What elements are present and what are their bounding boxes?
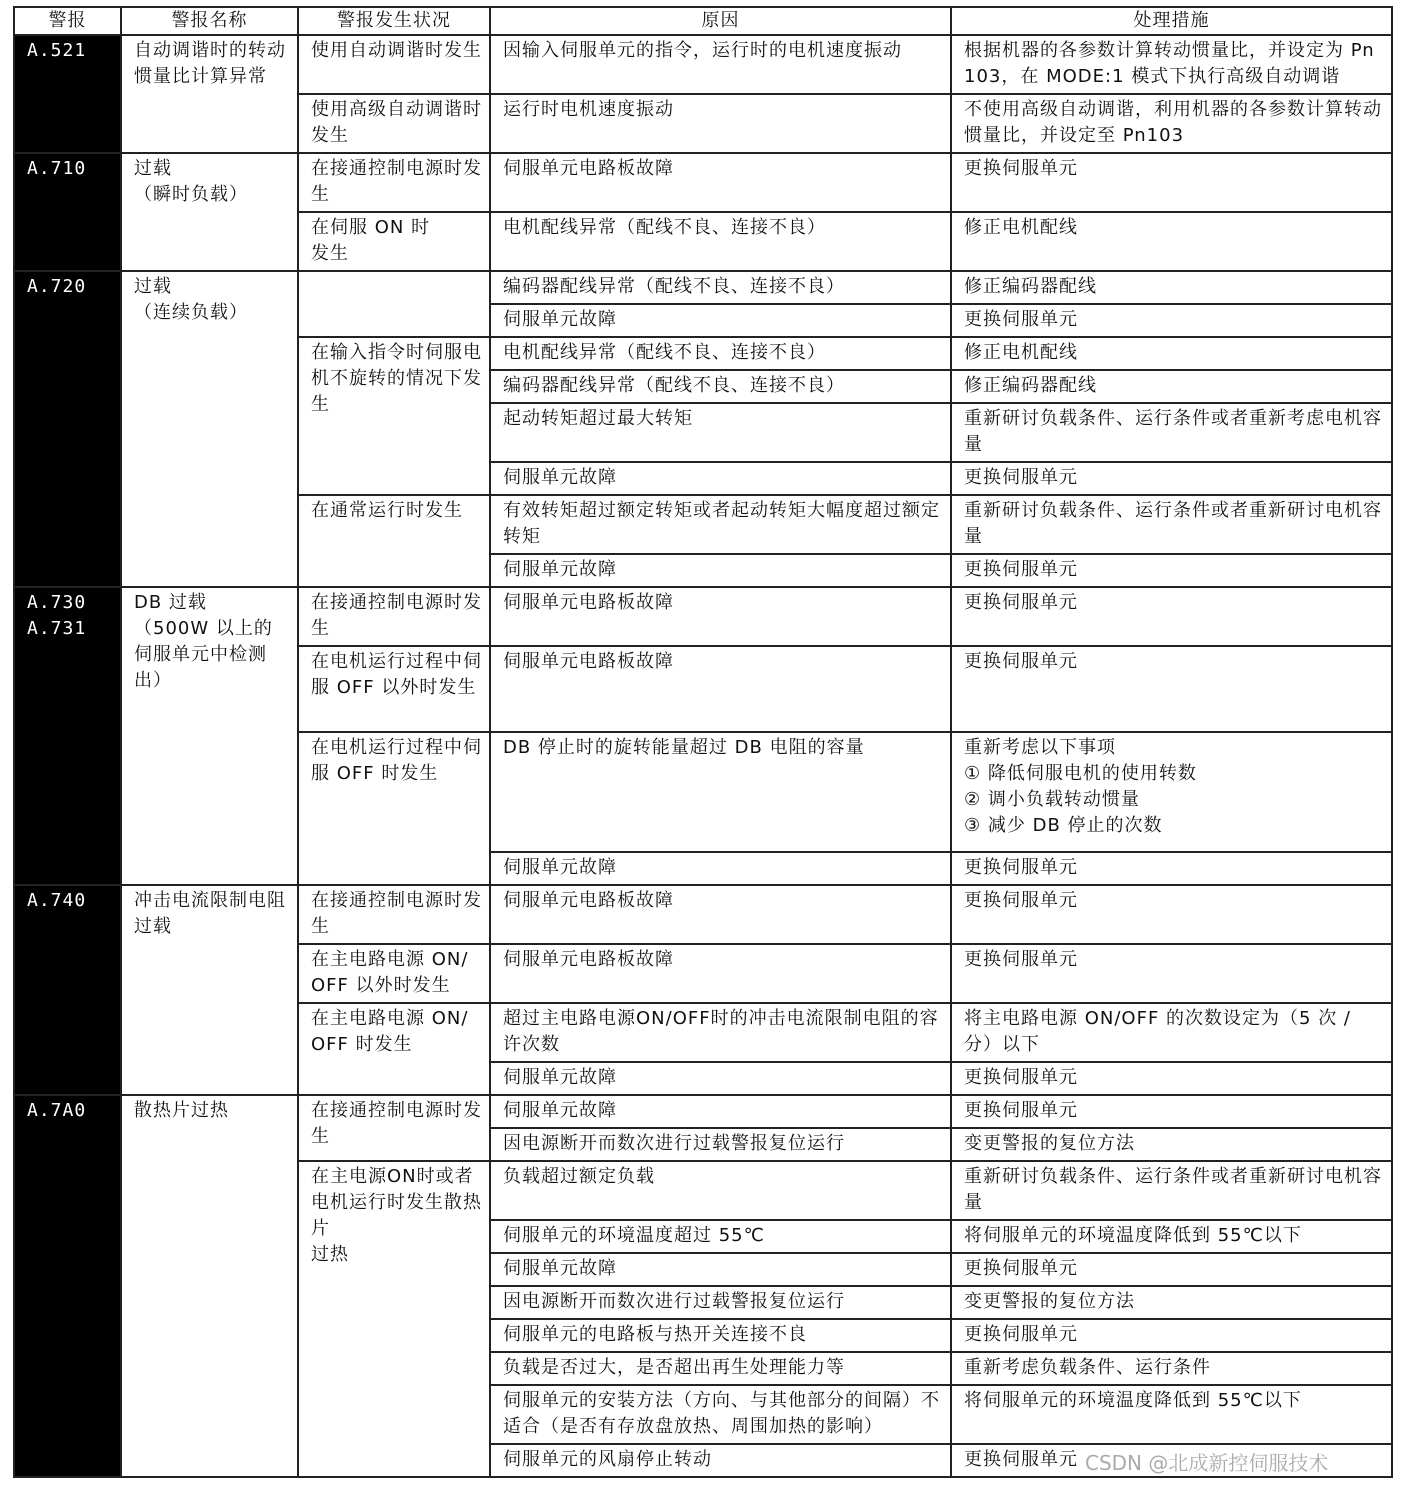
alarm-cause: DB 停止时的旋转能量超过 DB 电阻的容量 xyxy=(490,732,951,852)
alarm-action: 根据机器的各参数计算转动惯量比，并设定为 Pn103，在 MODE:1 模式下执行高级自动调谐 xyxy=(951,35,1392,94)
table-row xyxy=(14,1095,1392,1128)
alarm-situation: 在接通控制电源时发生 xyxy=(298,1095,490,1161)
alarm-cause: 电机配线异常（配线不良、连接不良） xyxy=(490,212,951,271)
alarm-action: 重新研讨负载条件、运行条件或者重新研讨电机容量 xyxy=(951,1161,1392,1220)
table-row xyxy=(14,271,1392,304)
alarm-cause: 伺服单元故障 xyxy=(490,304,951,337)
alarm-name: 自动调谐时的转动惯量比计算异常 xyxy=(121,35,298,153)
alarm-cause: 因电源断开而数次进行过载警报复位运行 xyxy=(490,1128,951,1161)
alarm-code: A.710 xyxy=(14,153,121,271)
alarm-action: 修正电机配线 xyxy=(951,337,1392,370)
alarm-cause: 伺服单元电路板故障 xyxy=(490,587,951,646)
table-row xyxy=(14,885,1392,944)
header-alarm-name: 警报名称 xyxy=(121,7,298,35)
alarm-name: 过载 （瞬时负载） xyxy=(121,153,298,271)
alarm-code: A.521 xyxy=(14,35,121,153)
alarm-cause: 伺服单元的环境温度超过 55℃ xyxy=(490,1220,951,1253)
alarm-action: 变更警报的复位方法 xyxy=(951,1128,1392,1161)
table-row xyxy=(14,153,1392,212)
alarm-cause: 伺服单元故障 xyxy=(490,852,951,885)
alarm-action: 修正编码器配线 xyxy=(951,370,1392,403)
alarm-action: 将主电路电源 ON/OFF 的次数设定为（5 次 / 分）以下 xyxy=(951,1003,1392,1062)
alarm-action: 将伺服单元的环境温度降低到 55℃以下 xyxy=(951,1220,1392,1253)
alarm-cause: 伺服单元电路板故障 xyxy=(490,885,951,944)
alarm-cause: 超过主电路电源ON/OFF时的冲击电流限制电阻的容许次数 xyxy=(490,1003,951,1062)
alarm-situation: 在电机运行过程中伺服 OFF 以外时发生 xyxy=(298,646,490,732)
alarm-action: 更换伺服单元 xyxy=(951,1444,1392,1477)
alarm-cause: 运行时电机速度振动 xyxy=(490,94,951,153)
alarm-action: 修正电机配线 xyxy=(951,212,1392,271)
header-situation: 警报发生状况 xyxy=(298,7,490,35)
alarm-situation: 在接通控制电源时发生 xyxy=(298,885,490,944)
alarm-name: 冲击电流限制电阻过载 xyxy=(121,885,298,1095)
alarm-code: A.730 A.731 xyxy=(14,587,121,885)
alarm-situation: 在输入指令时伺服电机不旋转的情况下发生 xyxy=(298,337,490,495)
alarm-action: 更换伺服单元 xyxy=(951,1062,1392,1095)
alarm-action: 不使用高级自动调谐，利用机器的各参数计算转动惯量比，并设定至 Pn103 xyxy=(951,94,1392,153)
alarm-action: 重新考虑以下事项 ① 降低伺服电机的使用转数 ② 调小负载转动惯量 ③ 减少 DB 停止的次数 xyxy=(951,732,1392,852)
alarm-code: A.720 xyxy=(14,271,121,587)
alarm-action: 重新研讨负载条件、运行条件或者重新考虑电机容量 xyxy=(951,403,1392,462)
alarm-table-body xyxy=(14,35,1392,1477)
alarm-code: A.7A0 xyxy=(14,1095,121,1477)
alarm-cause: 伺服单元的风扇停止转动 xyxy=(490,1444,951,1477)
alarm-action: 更换伺服单元 xyxy=(951,944,1392,1003)
alarm-action: 更换伺服单元 xyxy=(951,852,1392,885)
alarm-cause: 编码器配线异常（配线不良、连接不良） xyxy=(490,370,951,403)
alarm-situation: 在通常运行时发生 xyxy=(298,495,490,587)
alarm-cause: 负载是否过大，是否超出再生处理能力等 xyxy=(490,1352,951,1385)
alarm-cause: 伺服单元的电路板与热开关连接不良 xyxy=(490,1319,951,1352)
alarm-action: 变更警报的复位方法 xyxy=(951,1286,1392,1319)
alarm-cause: 伺服单元故障 xyxy=(490,1253,951,1286)
alarm-action: 更换伺服单元 xyxy=(951,462,1392,495)
alarm-situation: 使用高级自动调谐时发生 xyxy=(298,94,490,153)
alarm-situation: 在主电路电源 ON/OFF 时发生 xyxy=(298,1003,490,1095)
alarm-situation: 在接通控制电源时发生 xyxy=(298,587,490,646)
alarm-cause: 电机配线异常（配线不良、连接不良） xyxy=(490,337,951,370)
alarm-code: A.740 xyxy=(14,885,121,1095)
alarm-name: 过载 （连续负载） xyxy=(121,271,298,587)
header-action: 处理措施 xyxy=(951,7,1392,35)
alarm-cause: 伺服单元故障 xyxy=(490,462,951,495)
alarm-action: 修正编码器配线 xyxy=(951,271,1392,304)
alarm-cause: 因电源断开而数次进行过载警报复位运行 xyxy=(490,1286,951,1319)
alarm-situation: 在主电路电源 ON/OFF 以外时发生 xyxy=(298,944,490,1003)
alarm-cause: 起动转矩超过最大转矩 xyxy=(490,403,951,462)
alarm-action: 更换伺服单元 xyxy=(951,304,1392,337)
alarm-situation: 使用自动调谐时发生 xyxy=(298,35,490,94)
alarm-cause: 因输入伺服单元的指令，运行时的电机速度振动 xyxy=(490,35,951,94)
table-row xyxy=(14,587,1392,646)
alarm-action: 更换伺服单元 xyxy=(951,646,1392,732)
alarm-action: 更换伺服单元 xyxy=(951,1319,1392,1352)
alarm-situation: 在主电源ON时或者电机运行时发生散热片 过热 xyxy=(298,1161,490,1477)
alarm-cause: 伺服单元故障 xyxy=(490,554,951,587)
alarm-cause: 伺服单元电路板故障 xyxy=(490,944,951,1003)
alarm-cause: 伺服单元电路板故障 xyxy=(490,646,951,732)
alarm-situation: 在伺服 ON 时 发生 xyxy=(298,212,490,271)
alarm-name: 散热片过热 xyxy=(121,1095,298,1477)
alarm-action: 更换伺服单元 xyxy=(951,885,1392,944)
alarm-action: 重新考虑负载条件、运行条件 xyxy=(951,1352,1392,1385)
alarm-cause: 编码器配线异常（配线不良、连接不良） xyxy=(490,271,951,304)
alarm-action: 更换伺服单元 xyxy=(951,1095,1392,1128)
alarm-action: 更换伺服单元 xyxy=(951,587,1392,646)
alarm-situation: 在接通控制电源时发生 xyxy=(298,153,490,212)
alarm-action: 更换伺服单元 xyxy=(951,153,1392,212)
alarm-cause: 伺服单元的安装方法（方向、与其他部分的间隔）不适合（是否有存放盘放热、周围加热的影响） xyxy=(490,1385,951,1444)
header-alarm: 警报 xyxy=(14,7,121,35)
watermark: CSDN @北成新控伺服技术 xyxy=(1085,1451,1329,1475)
header-cause: 原因 xyxy=(490,7,951,35)
alarm-cause: 伺服单元故障 xyxy=(490,1062,951,1095)
alarm-action: 更换伺服单元 xyxy=(951,1253,1392,1286)
alarm-cause: 负载超过额定负载 xyxy=(490,1161,951,1220)
table-row xyxy=(14,35,1392,94)
alarm-situation xyxy=(298,271,490,337)
alarm-cause: 有效转矩超过额定转矩或者起动转矩大幅度超过额定转矩 xyxy=(490,495,951,554)
alarm-name: DB 过载 （500W 以上的伺服单元中检测出） xyxy=(121,587,298,885)
alarm-action: 更换伺服单元 xyxy=(951,554,1392,587)
alarm-table xyxy=(13,6,1393,1478)
header-row xyxy=(14,7,1392,35)
alarm-cause: 伺服单元电路板故障 xyxy=(490,153,951,212)
alarm-action: 将伺服单元的环境温度降低到 55℃以下 xyxy=(951,1385,1392,1444)
alarm-situation: 在电机运行过程中伺服 OFF 时发生 xyxy=(298,732,490,885)
alarm-action: 重新研讨负载条件、运行条件或者重新研讨电机容量 xyxy=(951,495,1392,554)
alarm-cause: 伺服单元故障 xyxy=(490,1095,951,1128)
